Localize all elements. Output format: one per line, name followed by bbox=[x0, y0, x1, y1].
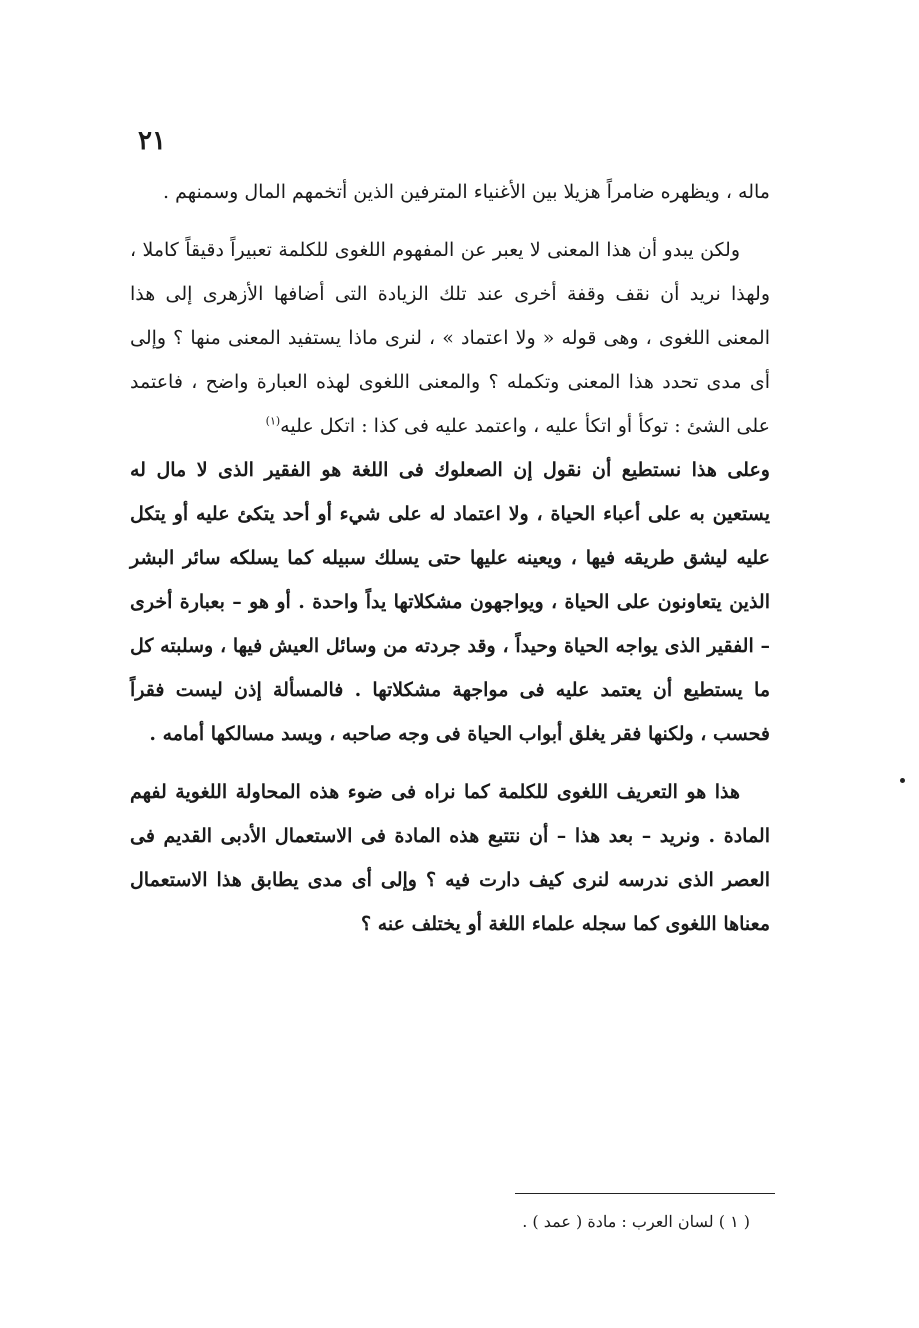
body-text bbox=[130, 170, 770, 946]
footnote-marker: (١) bbox=[265, 414, 281, 428]
footnote-rule bbox=[515, 1193, 775, 1194]
paragraph-2-text: ولكن يبدو أن هذا المعنى لا يعبر عن المفهوم اللغوى للكلمة تعبيراً دقيقاً كاملا ، ولهذا نريد أن نقف وقفة أخرى عند تلك الزيادة التى أضافها الأزهرى إلى هذا المعنى اللغوى ، وهى قوله « ولا اعتماد » ، لنرى ماذا يستفيد المعنى منها ؟ وإلى أى مدى تحدد هذا المعنى وتكمله ؟ والمعنى اللغوى لهذه العبارة واضح ، فاعتمد على الشئ : توكأ أو اتكأ عليه ، واعتمد عليه فى كذا : اتكل عليه bbox=[130, 239, 770, 437]
margin-dot bbox=[900, 778, 905, 783]
paragraph-1: ماله ، ويظهره ضامراً هزيلا بين الأغنياء المترفين الذين أتخمهم المال وسمنهم . bbox=[163, 181, 770, 203]
page-number: ٢١ bbox=[138, 126, 166, 156]
paragraph-3: وعلى هذا نستطيع أن نقول إن الصعلوك فى اللغة هو الفقير الذى لا مال له يستعين به على أعباء الحياة ، ولا اعتماد له على شيء أو أحد يتكئ عليه أو يتكل عليه ليشق طريقه فيها ، ويعينه عليها حتى يسلك سبيله كما يسلكه سائر البشر الذين يتعاونون على الحياة ، ويواجهون مشكلاتها يداً واحدة . أو هو – بعبارة أخرى – الفقير الذى يواجه الحياة وحيداً ، وقد جردته من وسائل العيش فيها ، وسلبته كل ما يستطيع أن يعتمد عليه فى مواجهة مشكلاتها . فالمسألة إذن ليست فقراً فحسب ، ولكنها فقر يغلق أبواب الحياة فى وجه صاحبه ، ويسد مسالكها أمامه . bbox=[130, 459, 770, 745]
paragraph-2 bbox=[130, 228, 770, 448]
paragraph-4: هذا هو التعريف اللغوى للكلمة كما نراه فى ضوء هذه المحاولة اللغوية لفهم المادة . ونريد – بعد هذا – أن نتتبع هذه المادة فى الاستعمال الأدبى القديم فى العصر الذى ندرسه لنرى كيف دارت فيه ؟ وإلى أى مدى يطابق هذا الاستعمال معناها اللغوى كما سجله علماء اللغة أو يختلف عنه ؟ bbox=[130, 781, 770, 935]
footnote: ( ١ ) لسان العرب : مادة ( عمد ) . bbox=[522, 1212, 750, 1231]
